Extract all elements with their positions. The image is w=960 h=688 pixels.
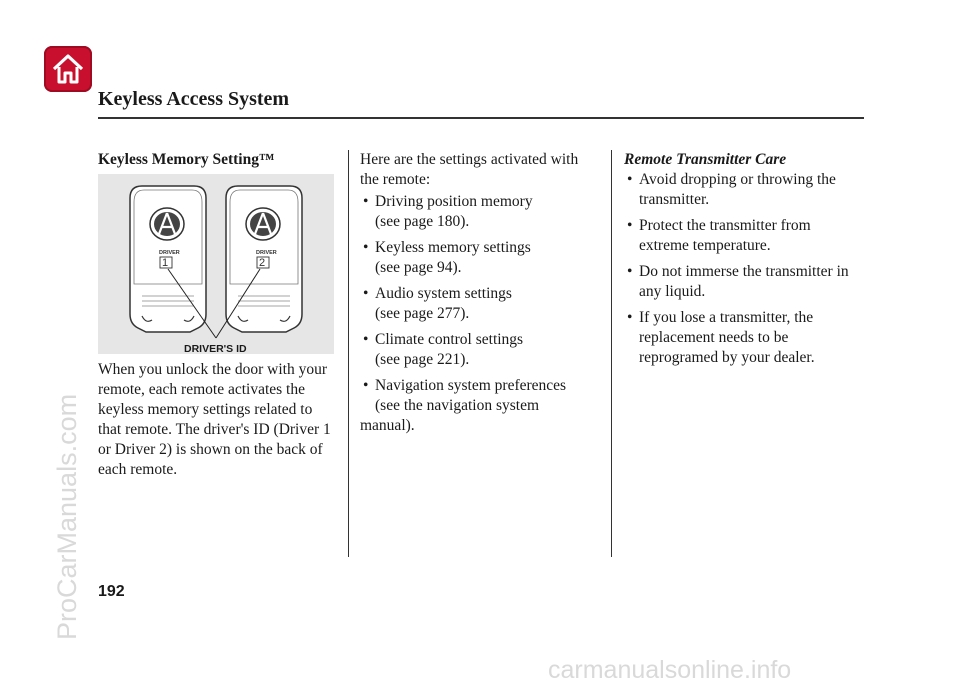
- list-item: • If you lose a transmitter, the replacement needs to be reprogramed by your dealer.: [624, 308, 864, 368]
- remotes-figure: [98, 174, 334, 354]
- settings-list: [360, 192, 600, 436]
- list-item: • Do not immerse the transmitter in any liquid.: [624, 262, 864, 302]
- watermark-bottom: carmanualsonline.info: [548, 656, 792, 684]
- list-item: • Navigation system preferences (see the navigation system manual).: [360, 376, 600, 436]
- remote-2-label: DRIVER: [256, 250, 277, 256]
- keyless-memory-paragraph: When you unlock the door with your remote, each remote activates the keyless memory settings related to that remote. The driver's ID (Driver 1 or Driver 2) is shown on the back of each remote.: [98, 361, 331, 478]
- list-item: • Avoid dropping or throwing the transmitter.: [624, 170, 864, 210]
- watermark-left: ProCarManuals.com: [52, 393, 82, 640]
- settings-intro-line2: the remote:: [360, 171, 431, 188]
- list-item: • Climate control settings (see page 221).: [360, 330, 600, 370]
- settings-intro-line1: Here are the settings activated with: [360, 151, 579, 168]
- remote-1-number: 1: [162, 257, 169, 269]
- column-divider-2: [611, 150, 612, 557]
- section-title: Keyless Access System: [98, 88, 290, 110]
- home-button[interactable]: [44, 46, 92, 92]
- list-item: • Driving position memory (see page 180).: [360, 192, 600, 232]
- column-transmitter-care: [624, 150, 864, 374]
- title-divider: [98, 117, 864, 119]
- list-item: • Protect the transmitter from extreme temperature.: [624, 216, 864, 256]
- remotes-illustration: [98, 174, 334, 354]
- remote-2-number: 2: [259, 257, 266, 269]
- keyless-memory-heading: Keyless Memory Setting™: [98, 151, 275, 168]
- figure-caption: DRIVER'S ID: [184, 343, 247, 355]
- list-item: • Keyless memory settings (see page 94).: [360, 238, 600, 278]
- care-list: [624, 170, 864, 368]
- remote-1-label: DRIVER: [159, 250, 180, 256]
- column-keyless-memory: [98, 150, 338, 480]
- home-icon: [51, 52, 85, 86]
- list-item: • Audio system settings (see page 277).: [360, 284, 600, 324]
- transmitter-care-heading: Remote Transmitter Care: [624, 151, 787, 168]
- column-divider-1: [348, 150, 349, 557]
- page-number: 192: [98, 583, 125, 600]
- column-settings: [360, 150, 600, 442]
